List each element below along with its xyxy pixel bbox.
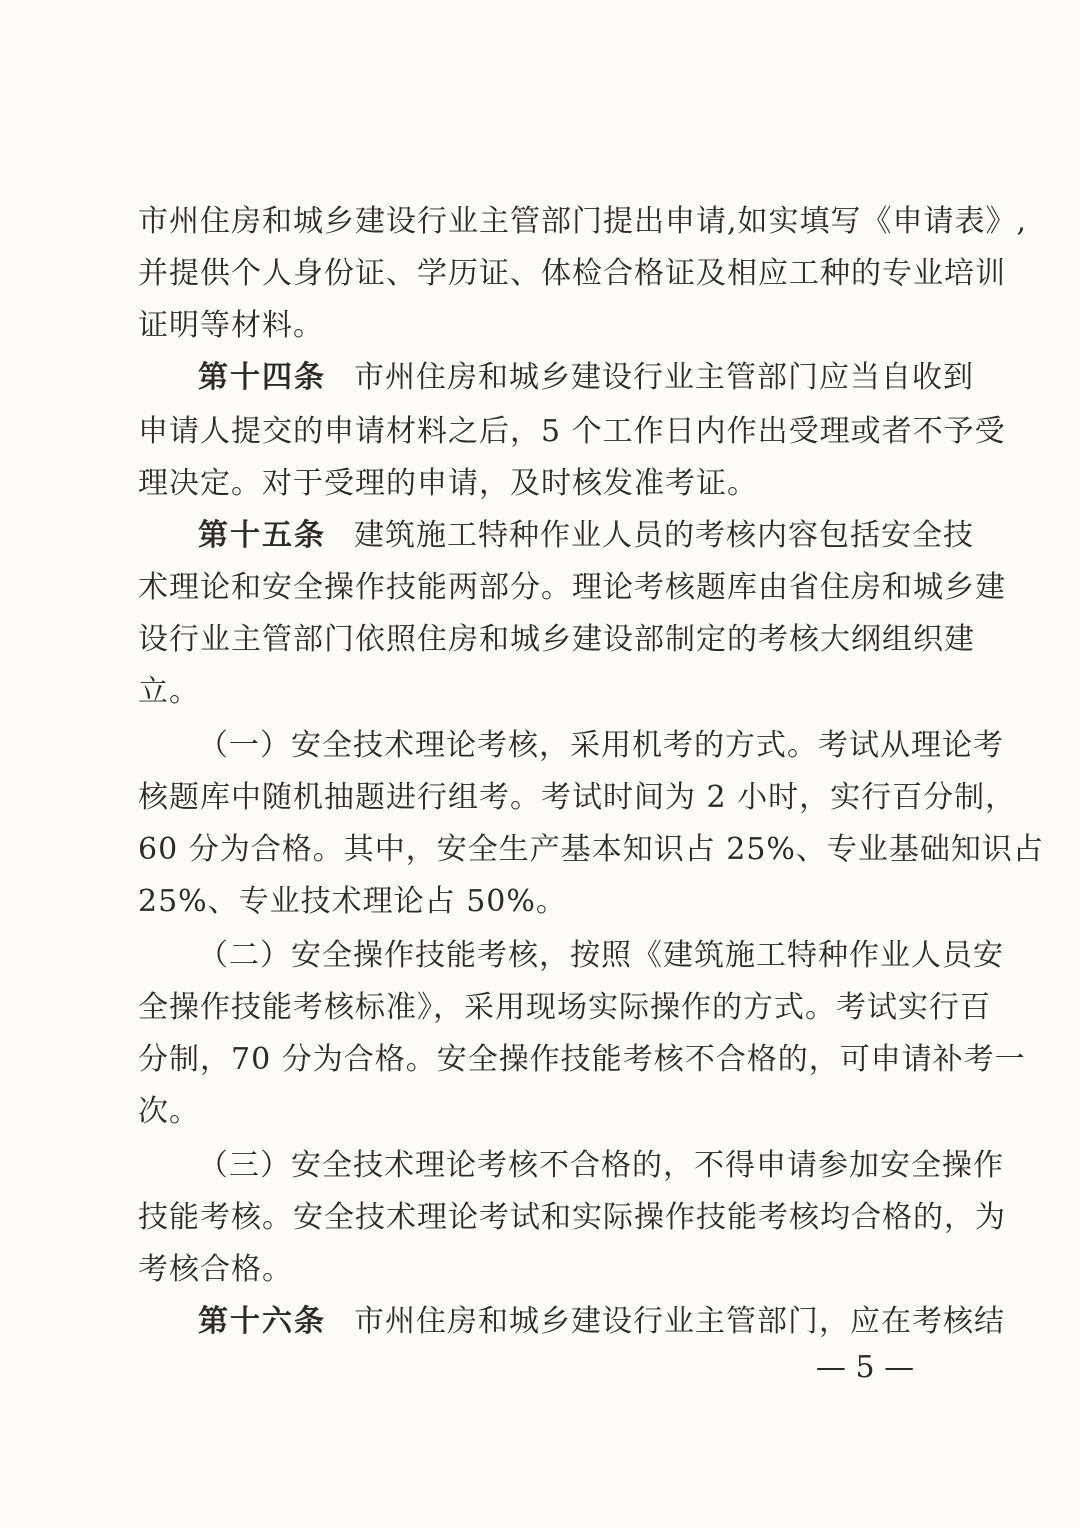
text-line: 技能考核。安全技术理论考试和实际操作技能考核均合格的，为 <box>138 1200 1006 1235</box>
text-line: 分制，70 分为合格。安全操作技能考核不合格的，可申请补考一 <box>138 1042 1026 1077</box>
article-14-text: 市州住房和城乡建设行业主管部门应当自收到 <box>354 360 974 395</box>
article-16-line <box>198 1294 1005 1350</box>
text-line: 证明等材料。 <box>138 308 324 343</box>
article-15-title: 第十五条 <box>198 518 326 553</box>
article-14-line <box>198 350 974 406</box>
page-number: — 5 — <box>815 1350 915 1385</box>
text-line: 市州住房和城乡建设行业主管部门提出申请,如实填写《申请表》, <box>138 204 1028 239</box>
text-line: 60 分为合格。其中，安全生产基本知识占 25%、专业基础知识占 <box>138 832 1044 867</box>
article-16-text: 市州住房和城乡建设行业主管部门，应在考核结 <box>354 1304 1005 1339</box>
text-line: 理决定。对于受理的申请，及时核发准考证。 <box>138 466 758 501</box>
article-16-title: 第十六条 <box>198 1304 326 1339</box>
text-line: 核题库中随机抽题进行组考。考试时间为 2 小时，实行百分制， <box>138 780 1017 815</box>
text-line: 术理论和安全操作技能两部分。理论考核题库由省住房和城乡建 <box>138 570 1006 605</box>
text-line: 25%、专业技术理论占 50%。 <box>138 884 567 919</box>
text-line: 全操作技能考核标准》，采用现场实际操作的方式。考试实行百 <box>138 990 991 1025</box>
text-line: 并提供个人身份证、学历证、体检合格证及相应工种的专业培训 <box>138 256 1006 291</box>
text-line: 设行业主管部门依照住房和城乡建设部制定的考核大纲组织建 <box>138 622 975 657</box>
article-15-text: 建筑施工特种作业人员的考核内容包括安全技 <box>354 518 974 553</box>
text-line: 考核合格。 <box>138 1252 293 1287</box>
text-line: 立。 <box>138 674 200 709</box>
text-line: 申请人提交的申请材料之后，5 个工作日内作出受理或者不予受 <box>138 414 1006 449</box>
article-14-title: 第十四条 <box>198 360 326 395</box>
text-line: 次。 <box>138 1094 200 1129</box>
clause-3-line: （三）安全技术理论考核不合格的，不得申请参加安全操作 <box>198 1148 1004 1183</box>
article-15-line <box>198 508 974 564</box>
clause-2-line: （二）安全操作技能考核，按照《建筑施工特种作业人员安 <box>198 938 1004 973</box>
clause-1-line: （一）安全技术理论考核，采用机考的方式。考试从理论考 <box>198 728 1004 763</box>
